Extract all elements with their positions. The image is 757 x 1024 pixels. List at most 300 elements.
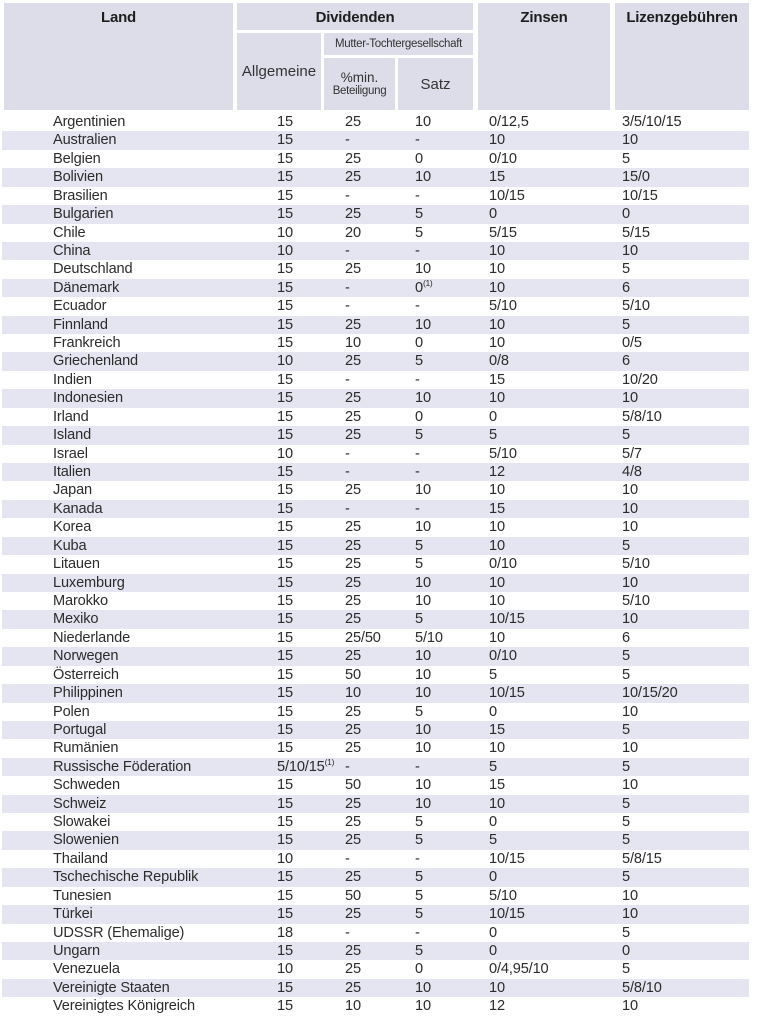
lizenzgebuehren-value: 6: [622, 629, 630, 646]
zinsen-value: 0: [489, 869, 497, 886]
table-row: [2, 187, 749, 205]
table-row: [2, 942, 749, 960]
dividenden-allgemeine-value: 15: [277, 685, 293, 702]
min-beteiligung-value: 25: [345, 556, 361, 573]
satz-value: -: [415, 464, 420, 481]
column-label-beteiligung: Beteiligung: [332, 85, 387, 98]
dividenden-allgemeine-value: 18: [277, 924, 293, 941]
min-beteiligung-value: 25: [345, 795, 361, 812]
header-cell-allgemeine: [237, 33, 321, 110]
lizenzgebuehren-value: 5: [622, 869, 630, 886]
lizenzgebuehren-value: 5: [622, 814, 630, 831]
zinsen-value: 10/15: [489, 685, 525, 702]
dividenden-allgemeine-value: 15: [277, 427, 293, 444]
table-row: [2, 316, 749, 334]
satz-value: 10: [415, 519, 431, 536]
country-name: Irland: [53, 408, 89, 425]
country-name: Bolivien: [53, 169, 103, 186]
satz-value: 10: [415, 261, 431, 278]
dividenden-allgemeine-value: 10: [277, 445, 293, 462]
zinsen-value: 12: [489, 998, 505, 1015]
lizenzgebuehren-value: 10: [622, 132, 638, 149]
country-name: China: [53, 242, 91, 259]
satz-value: 10: [415, 114, 431, 130]
lizenzgebuehren-value: 10: [622, 242, 638, 259]
zinsen-value: 10/15: [489, 187, 525, 204]
zinsen-value: 15: [489, 777, 505, 794]
table-row: [2, 666, 749, 684]
table-row: [2, 905, 749, 923]
table-row: [2, 500, 749, 518]
min-beteiligung-value: 25: [345, 942, 361, 959]
min-beteiligung-value: 25: [345, 114, 361, 130]
dividenden-allgemeine-value: 15: [277, 592, 293, 609]
dividenden-allgemeine-value: 15: [277, 114, 293, 130]
zinsen-value: 0: [489, 814, 497, 831]
dividenden-allgemeine-value: 10: [277, 224, 293, 241]
lizenzgebuehren-value: 5: [622, 961, 630, 978]
min-beteiligung-value: 25: [345, 427, 361, 444]
zinsen-value: 10: [489, 390, 505, 407]
min-beteiligung-value: 50: [345, 666, 361, 683]
dividenden-allgemeine-value: 15: [277, 408, 293, 425]
lizenzgebuehren-value: 10: [622, 482, 638, 499]
dividenden-allgemeine-value: 15: [277, 869, 293, 886]
country-name: Bulgarien: [53, 206, 114, 223]
zinsen-value: 0/4,95/10: [489, 961, 549, 978]
min-beteiligung-value: 25: [345, 979, 361, 996]
zinsen-value: 5/15: [489, 224, 517, 241]
min-beteiligung-value: -: [345, 279, 350, 296]
table-row: [2, 684, 749, 702]
lizenzgebuehren-value: 0: [622, 206, 630, 223]
country-name: Mexiko: [53, 611, 99, 628]
column-label-land: Land: [100, 9, 137, 26]
table-row: [2, 352, 749, 370]
table-row: [2, 610, 749, 628]
min-beteiligung-value: 50: [345, 887, 361, 904]
min-beteiligung-value: 25: [345, 390, 361, 407]
table-row: [2, 960, 749, 978]
satz-value: 5: [415, 906, 423, 923]
min-beteiligung-value: 10: [345, 998, 361, 1015]
lizenzgebuehren-value: 10: [622, 519, 638, 536]
zinsen-value: 0/10: [489, 150, 517, 167]
column-label-pmin: %min.: [340, 70, 379, 85]
lizenzgebuehren-value: 15/0: [622, 169, 650, 186]
satz-value: 5: [415, 556, 423, 573]
zinsen-value: 10/15: [489, 611, 525, 628]
zinsen-value: 15: [489, 721, 505, 738]
satz-value: -: [415, 758, 420, 775]
lizenzgebuehren-value: 5: [622, 316, 630, 333]
min-beteiligung-value: 25: [345, 150, 361, 167]
dividenden-allgemeine-value: 15: [277, 500, 293, 517]
table-row: [2, 426, 749, 444]
country-name: Argentinien: [53, 114, 126, 130]
min-beteiligung-value: 10: [345, 685, 361, 702]
country-name: Indonesien: [53, 390, 123, 407]
table-row: [2, 776, 749, 794]
lizenzgebuehren-value: 0/5: [622, 335, 642, 352]
country-name: Ungarn: [53, 942, 100, 959]
satz-value: 0$^{(1)}$: [415, 277, 433, 296]
satz-value: 5: [415, 832, 423, 849]
zinsen-value: 15: [489, 500, 505, 517]
lizenzgebuehren-value: 10: [622, 887, 638, 904]
header-cell-lizenzgebuehren: [615, 3, 749, 110]
satz-value: 5: [415, 353, 423, 370]
country-name: Slowakei: [53, 814, 111, 831]
satz-value: 0: [415, 961, 423, 978]
country-name: Türkei: [53, 906, 93, 923]
table-row: [2, 629, 749, 647]
lizenzgebuehren-value: 10: [622, 574, 638, 591]
zinsen-value: 10/15: [489, 850, 525, 867]
lizenzgebuehren-value: 5/8/10: [622, 979, 662, 996]
zinsen-value: 0/12,5: [489, 114, 529, 130]
lizenzgebuehren-value: 3/5/10/15: [622, 114, 682, 130]
table-row: [2, 887, 749, 905]
lizenzgebuehren-value: 10: [622, 611, 638, 628]
zinsen-value: 0: [489, 924, 497, 941]
table-row: [2, 758, 749, 776]
dividenden-allgemeine-value: 15: [277, 371, 293, 388]
country-name: Island: [53, 427, 92, 444]
country-name: Philippinen: [53, 685, 123, 702]
lizenzgebuehren-value: 5: [622, 795, 630, 812]
zinsen-value: 5/10: [489, 887, 517, 904]
satz-value: 10: [415, 592, 431, 609]
table-row: [2, 260, 749, 278]
country-name: Belgien: [53, 150, 101, 167]
dividenden-allgemeine-value: 15: [277, 721, 293, 738]
header-cell-satz: [398, 58, 473, 110]
table-row: [2, 150, 749, 168]
country-name: Russische Föderation: [53, 758, 192, 775]
satz-value: 10: [415, 390, 431, 407]
dividenden-allgemeine-value: 15: [277, 814, 293, 831]
dividenden-allgemeine-value: 15: [277, 482, 293, 499]
zinsen-value: 5: [489, 666, 497, 683]
country-name: Israel: [53, 445, 88, 462]
country-name: Vereinigtes Königreich: [53, 998, 195, 1015]
column-label-mutter-tochtergesellschaft: Mutter-Tochtergesellschaft: [334, 38, 463, 50]
dividenden-allgemeine-value: 15: [277, 629, 293, 646]
satz-value: 10: [415, 685, 431, 702]
dividenden-allgemeine-value: 15: [277, 979, 293, 996]
min-beteiligung-value: -: [345, 298, 350, 315]
lizenzgebuehren-value: 10: [622, 906, 638, 923]
dividenden-allgemeine-value: 15: [277, 740, 293, 757]
zinsen-value: 15: [489, 169, 505, 186]
satz-value: 0: [415, 150, 423, 167]
zinsen-value: 0/10: [489, 556, 517, 573]
min-beteiligung-value: 25: [345, 961, 361, 978]
country-name: Polen: [53, 703, 90, 720]
table-row: [2, 997, 749, 1015]
min-beteiligung-value: 25: [345, 519, 361, 536]
lizenzgebuehren-value: 5: [622, 150, 630, 167]
table-row: [2, 537, 749, 555]
min-beteiligung-value: 25: [345, 648, 361, 665]
zinsen-value: 5/10: [489, 445, 517, 462]
table-row: [2, 371, 749, 389]
country-name: Portugal: [53, 721, 107, 738]
min-beteiligung-value: 25: [345, 721, 361, 738]
min-beteiligung-value: -: [345, 445, 350, 462]
satz-value: -: [415, 132, 420, 149]
satz-value: 10: [415, 777, 431, 794]
lizenzgebuehren-value: 10/15: [622, 187, 658, 204]
country-name: UDSSR (Ehemalige): [53, 924, 185, 941]
min-beteiligung-value: 25: [345, 408, 361, 425]
lizenzgebuehren-value: 6: [622, 279, 630, 296]
country-name: Australien: [53, 132, 117, 149]
table-row: [2, 574, 749, 592]
min-beteiligung-value: -: [345, 850, 350, 867]
country-name: Kanada: [53, 500, 103, 517]
country-name: Schweden: [53, 777, 120, 794]
lizenzgebuehren-value: 10: [622, 740, 638, 757]
table-row: [2, 205, 749, 223]
table-row: [2, 168, 749, 186]
zinsen-value: 10: [489, 574, 505, 591]
lizenzgebuehren-value: 10/15/20: [622, 685, 678, 702]
table-row: [2, 481, 749, 499]
dividenden-allgemeine-value: 15: [277, 298, 293, 315]
table-body: [0, 113, 757, 1016]
lizenzgebuehren-value: 4/8: [622, 464, 642, 481]
dividenden-allgemeine-value: 15: [277, 335, 293, 352]
satz-value: -: [415, 298, 420, 315]
dividenden-allgemeine-value: 15: [277, 519, 293, 536]
lizenzgebuehren-value: 5: [622, 721, 630, 738]
header-cell-zinsen: [478, 3, 610, 110]
zinsen-value: 10: [489, 482, 505, 499]
dividenden-allgemeine-value: 15: [277, 132, 293, 149]
zinsen-value: 12: [489, 464, 505, 481]
lizenzgebuehren-value: 5/8/15: [622, 850, 662, 867]
country-name: Marokko: [53, 592, 108, 609]
min-beteiligung-value: -: [345, 464, 350, 481]
satz-value: 5: [415, 942, 423, 959]
satz-value: 5: [415, 224, 423, 241]
table-row: [2, 445, 749, 463]
table-row: [2, 224, 749, 242]
min-beteiligung-value: 25: [345, 611, 361, 628]
lizenzgebuehren-value: 10: [622, 777, 638, 794]
zinsen-value: 0: [489, 942, 497, 959]
dividenden-allgemeine-value: 15: [277, 887, 293, 904]
satz-value: -: [415, 445, 420, 462]
dividenden-allgemeine-value: 15: [277, 777, 293, 794]
lizenzgebuehren-value: 5/15: [622, 224, 650, 241]
satz-value: 0: [415, 408, 423, 425]
table-row: [2, 279, 749, 297]
table-row: [2, 831, 749, 849]
header-cell-min-beteiligung: [324, 58, 395, 110]
min-beteiligung-value: 25: [345, 316, 361, 333]
dividenden-allgemeine-value: 15: [277, 832, 293, 849]
satz-value: 10: [415, 721, 431, 738]
dividenden-allgemeine-value: 15: [277, 390, 293, 407]
min-beteiligung-value: 25: [345, 740, 361, 757]
country-name: Venezuela: [53, 961, 120, 978]
lizenzgebuehren-value: 5/7: [622, 445, 642, 462]
zinsen-value: 10: [489, 335, 505, 352]
column-label-dividenden: Dividenden: [315, 9, 395, 26]
lizenzgebuehren-value: 5: [622, 666, 630, 683]
header-cell-land: [4, 3, 233, 110]
satz-value: 10: [415, 998, 431, 1015]
zinsen-value: 0: [489, 408, 497, 425]
dividenden-allgemeine-value: 15: [277, 556, 293, 573]
zinsen-value: 5: [489, 832, 497, 849]
lizenzgebuehren-value: 5/8/10: [622, 408, 662, 425]
lizenzgebuehren-value: 5/10: [622, 592, 650, 609]
country-name: Deutschland: [53, 261, 133, 278]
min-beteiligung-value: 20: [345, 224, 361, 241]
table-row: [2, 408, 749, 426]
min-beteiligung-value: -: [345, 924, 350, 941]
table-row: [2, 850, 749, 868]
dividenden-allgemeine-value: 10: [277, 353, 293, 370]
min-beteiligung-value: -: [345, 500, 350, 517]
table-row: [2, 703, 749, 721]
dividenden-allgemeine-value: 15: [277, 169, 293, 186]
satz-value: 5: [415, 869, 423, 886]
satz-value: 5: [415, 814, 423, 831]
lizenzgebuehren-value: 6: [622, 353, 630, 370]
satz-value: 10: [415, 482, 431, 499]
zinsen-value: 10: [489, 795, 505, 812]
dividenden-allgemeine-value: 15: [277, 998, 293, 1015]
lizenzgebuehren-value: 5: [622, 537, 630, 554]
table-row: [2, 297, 749, 315]
column-label-lizenzgebuehren: Lizenzgebühren: [626, 9, 738, 26]
lizenzgebuehren-value: 5: [622, 261, 630, 278]
satz-value: 10: [415, 316, 431, 333]
zinsen-value: 15: [489, 371, 505, 388]
satz-value: 10: [415, 648, 431, 665]
zinsen-value: 10: [489, 592, 505, 609]
min-beteiligung-value: 25: [345, 537, 361, 554]
header-cell-dividenden: [237, 3, 473, 30]
table-row: [2, 555, 749, 573]
country-name: Vereinigte Staaten: [53, 979, 170, 996]
header-cell-mutter-tochtergesellschaft: [324, 33, 473, 55]
lizenzgebuehren-value: 5: [622, 832, 630, 849]
satz-value: 10: [415, 574, 431, 591]
dividenden-allgemeine-value: 15: [277, 279, 293, 296]
min-beteiligung-value: 25: [345, 169, 361, 186]
min-beteiligung-value: 25: [345, 592, 361, 609]
min-beteiligung-value: 25: [345, 482, 361, 499]
dividenden-allgemeine-value: 10: [277, 850, 293, 867]
country-name: Japan: [53, 482, 93, 499]
table-row: [2, 647, 749, 665]
country-name: Österreich: [53, 666, 119, 683]
country-name: Finnland: [53, 316, 108, 333]
min-beteiligung-value: 25: [345, 814, 361, 831]
min-beteiligung-value: -: [345, 371, 350, 388]
country-name: Slowenien: [53, 832, 119, 849]
satz-value: -: [415, 187, 420, 204]
table-row: [2, 463, 749, 481]
zinsen-value: 10: [489, 279, 505, 296]
min-beteiligung-value: 25: [345, 206, 361, 223]
table-row: [2, 131, 749, 149]
lizenzgebuehren-value: 5: [622, 758, 630, 775]
satz-value: -: [415, 850, 420, 867]
min-beteiligung-value: 25: [345, 353, 361, 370]
country-name: Frankreich: [53, 335, 121, 352]
satz-value: 10: [415, 979, 431, 996]
lizenzgebuehren-value: 5: [622, 427, 630, 444]
zinsen-value: 0/10: [489, 648, 517, 665]
satz-value: 5: [415, 703, 423, 720]
country-name: Luxemburg: [53, 574, 125, 591]
country-name: Brasilien: [53, 187, 108, 204]
min-beteiligung-value: -: [345, 242, 350, 259]
min-beteiligung-value: 10: [345, 335, 361, 352]
satz-value: 10: [415, 666, 431, 683]
zinsen-value: 10: [489, 519, 505, 536]
satz-value: -: [415, 924, 420, 941]
dividenden-allgemeine-value: 15: [277, 206, 293, 223]
min-beteiligung-value: -: [345, 187, 350, 204]
min-beteiligung-value: 25/50: [345, 629, 381, 646]
country-name: Niederlande: [53, 629, 131, 646]
table-row: [2, 242, 749, 260]
satz-value: 5: [415, 887, 423, 904]
zinsen-value: 10: [489, 979, 505, 996]
dividenden-allgemeine-value: 10: [277, 961, 293, 978]
min-beteiligung-value: 25: [345, 261, 361, 278]
satz-value: -: [415, 371, 420, 388]
zinsen-value: 10: [489, 629, 505, 646]
dividenden-allgemeine-value: 15: [277, 942, 293, 959]
satz-value: 5: [415, 427, 423, 444]
country-name: Griechenland: [53, 353, 139, 370]
satz-value: -: [415, 242, 420, 259]
satz-value: 5: [415, 206, 423, 223]
satz-value: 0: [415, 335, 423, 352]
country-name: Chile: [53, 224, 86, 241]
zinsen-value: 0/8: [489, 353, 509, 370]
table-row: [2, 518, 749, 536]
zinsen-value: 10: [489, 537, 505, 554]
column-label-allgemeine: Allgemeine: [241, 63, 317, 80]
zinsen-value: 10: [489, 242, 505, 259]
country-name: Ecuador: [53, 298, 107, 315]
country-name: Dänemark: [53, 279, 120, 296]
satz-value: 10: [415, 795, 431, 812]
lizenzgebuehren-value: 5: [622, 924, 630, 941]
dividenden-allgemeine-value: 15: [277, 537, 293, 554]
lizenzgebuehren-value: 5: [622, 648, 630, 665]
table-row: [2, 721, 749, 739]
dividenden-allgemeine-value: 15: [277, 906, 293, 923]
column-label-satz: Satz: [420, 75, 451, 93]
dividenden-allgemeine-value: 15: [277, 187, 293, 204]
country-name: Schweiz: [53, 795, 107, 812]
table-row: [2, 113, 749, 131]
zinsen-value: 5: [489, 758, 497, 775]
table-row: [2, 813, 749, 831]
dividenden-allgemeine-value: 15: [277, 703, 293, 720]
